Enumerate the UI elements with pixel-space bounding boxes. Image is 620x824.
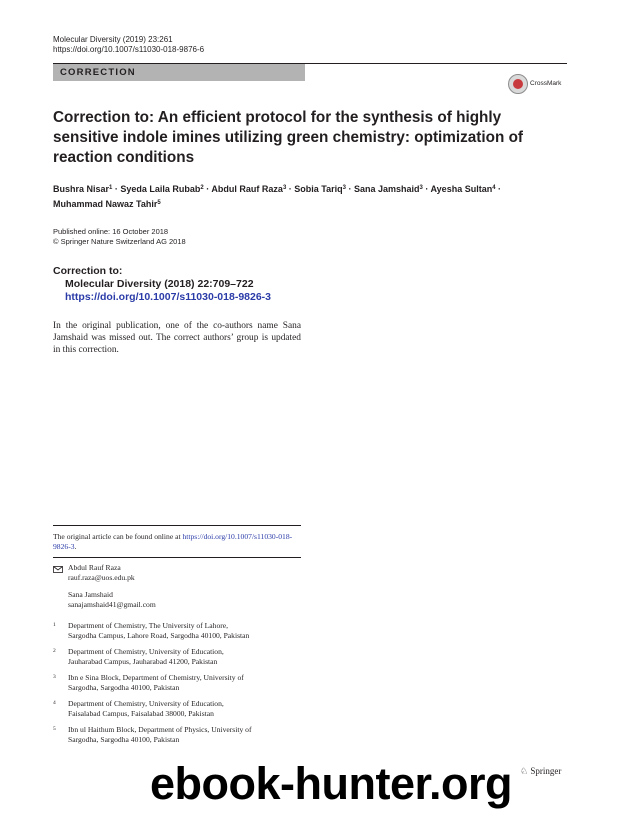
footnote-prefix: The original article can be found online at [53, 532, 183, 541]
crossmark-badge[interactable] [508, 74, 568, 96]
author[interactable]: Ayesha Sultan$^4$ [430, 184, 496, 194]
footnote-rule [53, 525, 301, 526]
affiliation-number: 5 [53, 726, 56, 732]
contact-name: Abdul Rauf Raza [68, 563, 121, 572]
contact-name: Sana Jamshaid [68, 590, 113, 599]
author-list: Bushra Nisar$^1$ · Syeda Laila Rubab$^2$ · Abdul Rauf Raza$^3$ · Sobia Tariq$^3$ · Sana Jamshaid$^3$ · Ayesha Sultan$^4$ · Muhammad Nawaz Tahir$^5$ [53, 184, 502, 209]
article-doi[interactable]: https://doi.org/10.1007/s11030-018-9876-6 [53, 45, 205, 54]
affiliation-number: 1 [53, 622, 56, 628]
corresponding-author [68, 563, 135, 583]
article-type-banner [53, 64, 305, 81]
affiliation: Department of Chemistry, The University of Lahore, Sargodha Campus, Lahore Road, Sargodha 40100, Pakistan [68, 621, 250, 640]
affiliation: Department of Chemistry, University of Education, Jauharabad Campus, Jauharabad 41200, Pakistan [68, 647, 224, 666]
contact-email[interactable]: sanajamshaid41@gmail.com [68, 600, 156, 609]
publication-info [53, 227, 186, 247]
journal-citation: Molecular Diversity (2019) 23:261 [53, 35, 173, 44]
footnote-doi-link[interactable]: https://doi.org/10.1007/s11030-018-9826-3 [53, 532, 293, 551]
journal-header [53, 35, 204, 55]
crossmark-label: CrossMark [530, 80, 562, 87]
affiliation: Department of Chemistry, University of Education, Faisalabad Campus, Faisalabad 38000, Pakistan [68, 699, 224, 718]
article-type-label: CORRECTION [60, 67, 136, 78]
article-title: Correction to: An efficient protocol for the synthesis of highly sensitive indole imines utilizing green chemistry: optimization of reaction conditions [53, 109, 524, 166]
author[interactable]: Abdul Rauf Raza$^3$ [211, 184, 287, 194]
publisher-logo: ♘ Springer [520, 766, 562, 776]
corresponding-author [68, 590, 156, 610]
correction-heading: Correction to: [53, 265, 123, 277]
author[interactable]: Muhammad Nawaz Tahir$^5$ [53, 199, 161, 209]
springer-horse-icon: ♘ [520, 766, 529, 776]
author[interactable]: Bushra Nisar$^1$ [53, 184, 113, 194]
affiliation-number: 4 [53, 700, 56, 706]
footnote-rule [53, 557, 301, 558]
affiliation-number: 2 [53, 648, 56, 654]
published-online: Published online: 16 October 2018 [53, 227, 169, 236]
copyright: © Springer Nature Switzerland AG 2018 [53, 237, 186, 246]
author[interactable]: Syeda Laila Rubab$^2$ [120, 184, 204, 194]
author[interactable]: Sana Jamshaid$^3$ [353, 184, 423, 194]
affiliation: Ibn e Sina Block, Department of Chemistry, University of Sargodha, Sargodha 40100, Pakistan [68, 673, 244, 692]
watermark: ebook-hunter.org [150, 758, 512, 809]
contact-email[interactable]: rauf.raza@uos.edu.pk [68, 573, 135, 582]
crossmark-icon [508, 74, 528, 94]
correction-reference [53, 265, 271, 304]
original-doi-link[interactable]: https://doi.org/10.1007/s11030-018-9826-3 [65, 291, 272, 303]
author[interactable]: Sobia Tariq$^3$ [294, 184, 346, 194]
envelope-icon [53, 566, 63, 573]
affiliation-number: 3 [53, 674, 56, 680]
body-paragraph: In the original publication, one of the co-authors name Sana Jamshaid was missed out. The correct authors’ group is updated in this correction. [53, 321, 301, 355]
affiliation: Ibn ul Haithum Block, Department of Physics, University of Sargodha, Sargodha 40100, Pakistan [68, 725, 252, 744]
footnote: The original article can be found online at https://doi.org/10.1007/s11030-018-9826-3. [53, 532, 293, 551]
original-citation: Molecular Diversity (2018) 22:709–722 [65, 278, 254, 290]
